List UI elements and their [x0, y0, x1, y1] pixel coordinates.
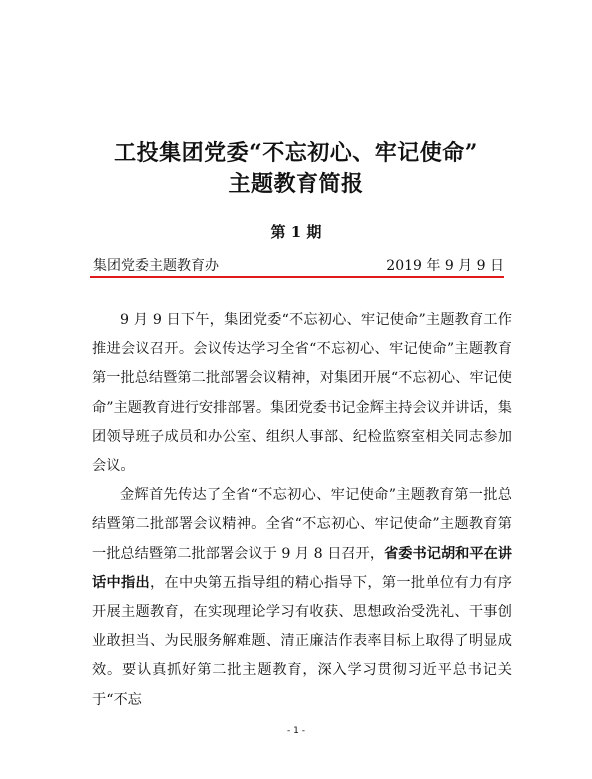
bulletin-body	[92, 306, 512, 715]
paragraph-2	[92, 481, 512, 715]
issue-number: 第 1 期	[270, 223, 322, 241]
issue-date: 2019 年 9 月 9 日	[386, 258, 504, 274]
bulletin-title-line2: 主题教育简报	[228, 171, 364, 197]
red-divider	[90, 276, 504, 278]
paragraph-2-text-a: 金辉首先传达了全省“不忘初心、牢记使命”主题教育第一批总结暨第二批部署会议精神。全省“不忘初心、牢记使命”主题教育第一批总结暨第二批部署会议于 9 月 8 日召开，	[92, 487, 512, 562]
paragraph-2-text-b: ，在中央第五指导组的精心指导下，第一批单位有力有序开展主题教育，在实现理论学习有收获、思想政治受洗礼、干事创业敢担当、为民服务解难题、清正廉洁作表率目标上取得了明显成效。要认真抓好第二批主题教育，深入学习贯彻习近平总书记关于“不忘	[92, 574, 512, 708]
paragraph-2-bold-text: 省委书记胡和平在讲话中指出	[92, 545, 512, 591]
paragraph-1: 9 月 9 日下午，集团党委“不忘初心、牢记使命”主题教育工作推进会议召开。会议传达学习全省“不忘初心、牢记使命”主题教育第一批总结暨第二批部署会议精神，对集团开展“不忘初心、牢记使命”主题教育进行安排部署。集团党委书记金辉主持会议并讲话，集团领导班子成员和办公室、组织人事部、纪检监察室相关同志参加会议。	[92, 312, 512, 475]
page-number: - 1 -	[287, 726, 305, 736]
bulletin-title-line1: 工投集团党委“不忘初心、牢记使命”	[114, 140, 478, 166]
issuer: 集团党委主题教育办	[93, 258, 219, 274]
